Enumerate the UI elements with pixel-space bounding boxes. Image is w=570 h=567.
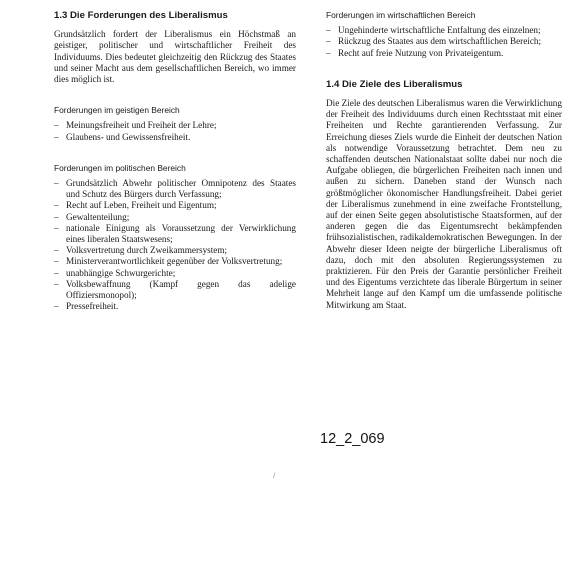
subheading-politisch: Forderungen im politischen Bereich [54, 162, 186, 173]
list-geistig [54, 120, 296, 142]
right-column [326, 10, 562, 311]
subheading-geistig: Forderungen im geistigen Bereich [54, 105, 180, 116]
list-politisch [54, 178, 296, 312]
list-item: – Meinungsfreiheit und Freiheit der Lehre; [54, 120, 296, 131]
list-item: – Gewaltenteilung; [54, 212, 296, 223]
list-item: – Ungehinderte wirtschaftliche Entfaltung des einzelnen; [326, 25, 562, 36]
ziele-paragraph: Die Ziele des deutschen Liberalismus waren die Verwirklichung der Freiheit des Individuums durch einen Rechtsstaat mit einer Freiheiten und Rechte garantierenden Verfassung. Zur Erreichung dieses Ziels wurde die Einheit der deutschen Nation als notwendige Voraussetzung betrachtet. Dem neu zu schaffenden deutschen Nationalstaat sollte dabei nur noch die Aufgabe obliegen, die bürgerlichen Freiheiten nach innen und außen zu sichern. Daneben stand der Wunsch nach größtmöglicher ökonomischer Handlungsfreiheit. Dabei geriet der Liberalismus zunehmend in eine zweifache Frontstellung, auf der einen Seite gegen absolutistische Staatsformen, auf der anderen gegen die das Eigentumsrecht bekämpfenden frühsozialistischen, radikaldemokratischen Bewegungen. In der Abwehr dieser Ideen neigte der bürgerliche Liberalismus oft dazu, doch mit den absoluten Regierungssystemen zu praktizieren. Für den Preis der Garantie persönlicher Freiheit und des Eigentums verzichtete das liberale Bürgertum in seiner Mehrheit lange auf den Kampf um die umfassende politische Mitwirkung am Staat. [326, 98, 562, 310]
intro-paragraph: Grundsätzlich fordert der Liberalismus ein Höchstmaß an geistiger, politischer und wirtschaftlicher Freiheit des Individuums. Dies bedeutet gleichzeitig den Rückzug des Staates und seiner Macht aus dem gesellschaftlichen Bereich, wo immer dies möglich ist. [54, 29, 296, 85]
list-item: – Volksbewaffnung (Kampf gegen das adelige Offiziersmonopol); [54, 279, 296, 301]
list-item: – Recht auf Leben, Freiheit und Eigentum; [54, 200, 296, 211]
subheading-wirtschaft: Forderungen im wirtschaftlichen Bereich [326, 10, 476, 20]
list-item: – Ministerverantwortlichkeit gegenüber der Volksvertretung; [54, 256, 296, 267]
list-item: – Grundsätzlich Abwehr politischer Omnipotenz des Staates und Schutz des Bürgers durch Verfassung; [54, 178, 296, 200]
list-item: – nationale Einigung als Voraussetzung der Verwirklichung eines liberalen Staatswesens; [54, 223, 296, 245]
list-item: – unabhängige Schwurgerichte; [54, 268, 296, 279]
section-heading-forderungen: 1.3 Die Forderungen des Liberalismus [54, 10, 228, 21]
list-item: – Volksvertretung durch Zweikammersystem; [54, 245, 296, 256]
stray-mark: / [273, 471, 276, 480]
list-item: – Rückzug des Staates aus dem wirtschaftlichen Bereich; [326, 36, 562, 47]
left-column [54, 10, 296, 312]
section-heading-ziele: 1.4 Die Ziele des Liberalismus [326, 78, 463, 90]
page-reference: 12_2_069 [320, 431, 385, 447]
list-item: – Glaubens- und Gewissensfreiheit. [54, 132, 296, 143]
list-item: – Recht auf freie Nutzung von Privateigentum. [326, 48, 562, 59]
list-wirtschaft [326, 25, 562, 59]
list-item: – Pressefreiheit. [54, 301, 296, 312]
